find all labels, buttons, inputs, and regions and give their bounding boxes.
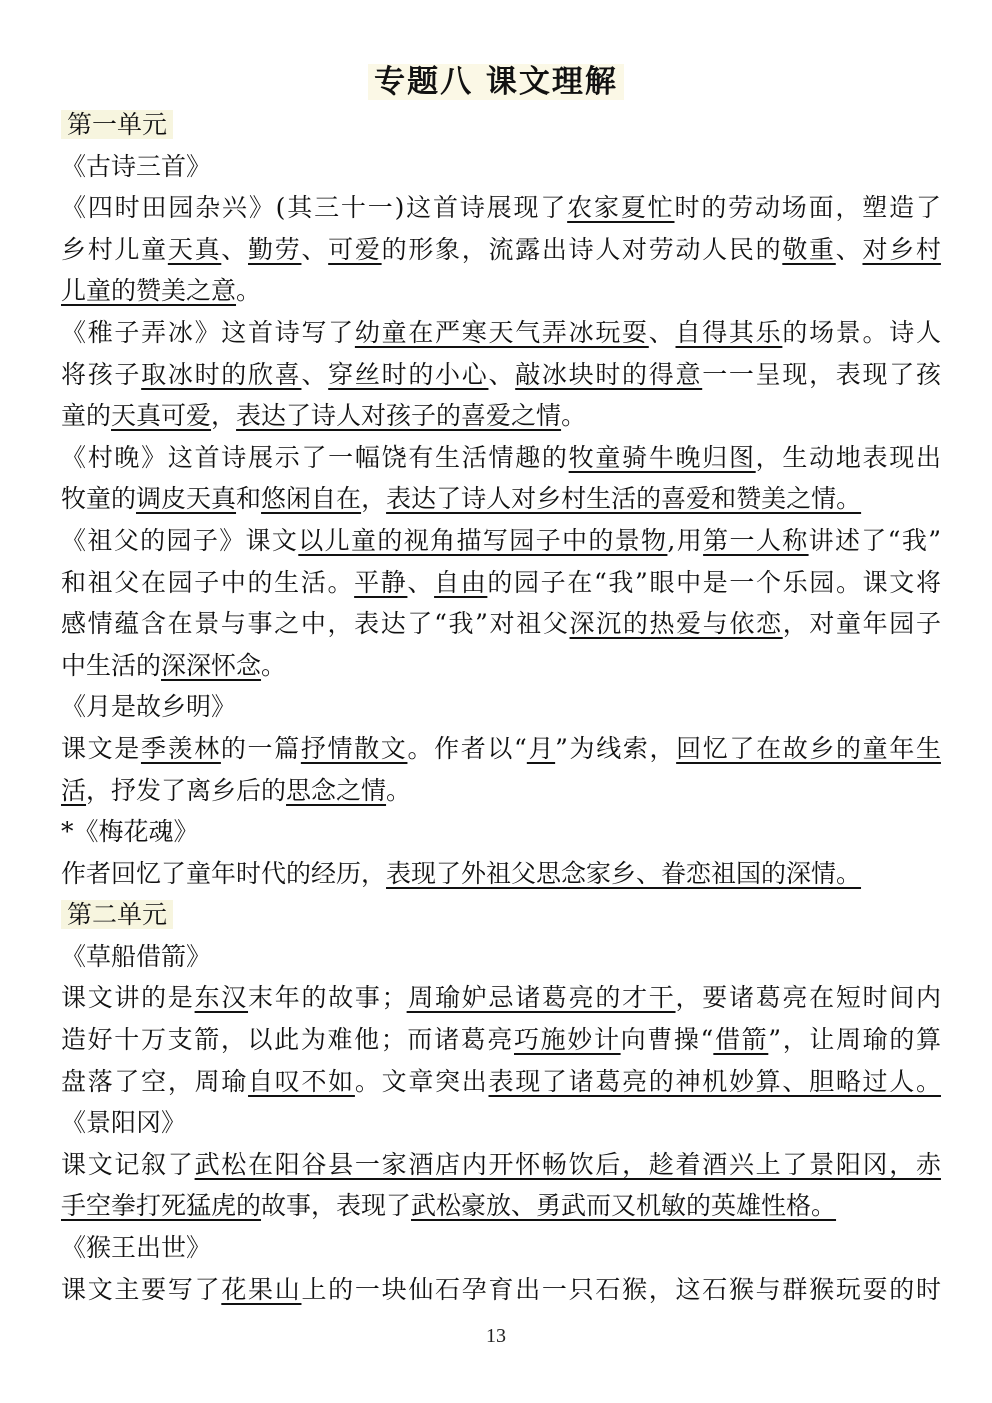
text-line [61, 312, 941, 354]
text-segment: 、 [835, 234, 863, 264]
text-line [61, 645, 941, 687]
underlined-phrase: 表达了诗人对孩子的喜爱之情 [236, 401, 562, 431]
text-segment: 《村晚》这首诗展示了一幅饶有生活情趣的 [61, 442, 569, 472]
underlined-phrase: 天真可爱 [111, 401, 212, 431]
underlined-phrase: 幼童在严寒天气弄冰玩耍 [354, 317, 649, 347]
text-segment: 《月是故乡明》 [61, 692, 237, 722]
underlined-phrase: 抒情散文 [300, 733, 408, 763]
text-segment: 课文主要写了 [61, 1274, 222, 1304]
text-segment: 牧童的 [61, 484, 137, 514]
page-title: 专题八 课文理解 [0, 60, 992, 104]
text-line [61, 770, 941, 812]
text-segment: 末年的故事； [248, 983, 407, 1013]
unit-heading [61, 104, 941, 146]
text-segment: 的园子在“我”眼中是一个乐园。课文将 [487, 567, 941, 597]
underlined-phrase: 自叹不如 [248, 1066, 355, 1096]
underlined-phrase: 天真 [167, 234, 222, 264]
text-segment: 课文是 [61, 733, 141, 763]
text-segment: ， [361, 484, 387, 514]
text-line [61, 146, 941, 188]
underlined-phrase: 手空拳打死猛虎的 [61, 1191, 262, 1221]
text-segment: 、 [648, 317, 676, 347]
text-line [61, 562, 941, 604]
text-line [61, 936, 941, 978]
text-segment: 课文讲的是 [61, 983, 195, 1013]
text-segment: 《景阳冈》 [61, 1108, 187, 1138]
text-line [61, 603, 941, 645]
underlined-phrase: 周瑜妒忌诸葛亮的才干 [406, 983, 676, 1013]
unit-heading-label [61, 900, 173, 929]
text-segment: 讲述了“我” [808, 525, 941, 555]
text-segment: 时的劳动场面，塑造了 [674, 193, 941, 223]
text-line [61, 1269, 941, 1311]
text-segment: ,用 [667, 525, 704, 555]
text-segment: 造好十万支箭，以此为难他；而诸葛亮 [61, 1025, 515, 1055]
text-line [61, 270, 941, 312]
underlined-phrase: 悠闲自在 [261, 484, 362, 514]
text-line [61, 1102, 941, 1144]
page-number: 13 [486, 1325, 506, 1347]
underlined-phrase: 表现了诸葛亮的神机妙算、胆略过人。 [488, 1066, 941, 1096]
underlined-phrase: 花果山 [221, 1274, 302, 1304]
text-segment: 乡村儿童 [61, 234, 168, 264]
underlined-phrase: 活 [61, 775, 87, 805]
text-segment: ，抒发了离乡后的 [86, 775, 287, 805]
text-segment: 。 [561, 401, 587, 431]
text-line [61, 520, 941, 562]
underlined-phrase: 季羡林 [140, 733, 221, 763]
text-segment: 课文记叙了 [61, 1149, 195, 1179]
text-segment: 的形象，流露出诗人对劳动人民的 [381, 234, 783, 264]
text-line [61, 354, 941, 396]
text-segment: 《猴王出世》 [61, 1233, 212, 1263]
text-segment: 和祖父在园子中的生活。 [61, 567, 355, 597]
underlined-phrase: 第一人称 [703, 525, 809, 555]
text-segment: 故事，表现了 [261, 1191, 412, 1221]
underlined-phrase: 可爱 [328, 234, 382, 264]
underlined-phrase: 深沉的热爱与依恋 [569, 609, 783, 639]
text-line [61, 1019, 941, 1061]
text-segment: 、 [221, 234, 249, 264]
underlined-phrase: 牧童骑牛晚归图 [568, 442, 756, 472]
underlined-phrase: 武松豪放、勇武而又机敏的英雄性格。 [411, 1191, 837, 1221]
text-segment: 。 [236, 276, 262, 306]
text-segment: 。 [261, 650, 287, 680]
text-segment: 、 [407, 567, 435, 597]
underlined-phrase: 表达了诗人对乡村生活的喜爱和赞美之情。 [386, 484, 862, 514]
text-segment: 、 [488, 359, 516, 389]
text-segment: 、 [301, 359, 329, 389]
text-line [61, 686, 941, 728]
text-line [61, 1185, 941, 1227]
text-segment: ”，让周瑜的算 [768, 1025, 941, 1055]
text-segment: 第一单元 [64, 110, 170, 139]
underlined-phrase: 东汉 [194, 983, 249, 1013]
underlined-phrase: 巧施妙计 [514, 1025, 621, 1055]
text-line [61, 478, 941, 520]
text-segment: 的场景。诗人 [782, 317, 941, 347]
text-segment: 、 [301, 234, 329, 264]
text-segment: 《稚子弄冰》这首诗写了 [61, 317, 355, 347]
text-line [61, 187, 941, 229]
text-line [61, 728, 941, 770]
text-segment: 一一呈现，表现了孩 [702, 359, 941, 389]
text-segment: *《梅花魂》 [61, 817, 199, 847]
text-segment: 《祖父的园子》课文 [61, 525, 299, 555]
underlined-phrase: 敲冰块时的得意 [515, 359, 703, 389]
text-segment: 上的一块仙石孕育出一只石猴，这石猴与群猴玩耍的时 [301, 1274, 941, 1304]
text-line [61, 395, 941, 437]
underlined-phrase: 儿童的赞美之意 [61, 276, 237, 306]
text-line [61, 1144, 941, 1186]
text-segment: 第二单元 [64, 900, 170, 929]
underlined-phrase: 平静 [354, 567, 408, 597]
text-segment: 作者回忆了童年时代的经历， [61, 858, 387, 888]
underlined-phrase: 自得其乐 [675, 317, 783, 347]
unit-heading-label [61, 110, 173, 139]
text-segment: 向曹操“ [620, 1025, 714, 1055]
text-segment: 的一篇 [220, 733, 301, 763]
underlined-phrase: 回忆了在故乡的童年生 [676, 733, 941, 763]
text-line [61, 229, 941, 271]
text-line [61, 811, 941, 853]
unit-heading [61, 894, 941, 936]
text-line [61, 977, 941, 1019]
text-segment: 将孩子 [61, 359, 142, 389]
underlined-phrase: 武松在阳谷县一家酒店内开怀畅饮后，趁着酒兴上了景阳冈，赤 [194, 1149, 941, 1179]
text-segment: ，对童年园子 [782, 609, 941, 639]
underlined-phrase: 深深怀念 [161, 650, 262, 680]
text-segment: ，要诸葛亮在短时间内 [675, 983, 941, 1013]
underlined-phrase: 取冰时的欣喜 [141, 359, 302, 389]
underlined-phrase: 借箭 [713, 1025, 769, 1055]
text-segment: 感情蕴含在景与事之中，表达了“我”对祖父 [61, 609, 570, 639]
underlined-phrase: 对乡村 [862, 234, 941, 264]
underlined-phrase: 勤劳 [248, 234, 302, 264]
text-segment: 。 [386, 775, 412, 805]
text-segment: ”为线索， [555, 733, 677, 763]
text-segment: ，生动地表现出 [755, 442, 941, 472]
text-segment: 《古诗三首》 [61, 151, 212, 181]
text-segment: 。文章突出 [354, 1066, 489, 1096]
text-segment: 童的 [61, 401, 112, 431]
text-line [61, 437, 941, 479]
text-line [61, 853, 941, 895]
text-segment: 中生活的 [61, 650, 162, 680]
text-segment: ， [211, 401, 237, 431]
text-line [61, 1227, 941, 1269]
underlined-phrase: 自由 [434, 567, 488, 597]
document-body [61, 104, 941, 1310]
underlined-phrase: 以儿童的视角描写园子中的景物 [298, 525, 668, 555]
text-segment: 《草船借箭》 [61, 941, 212, 971]
underlined-phrase: 农家夏忙 [567, 193, 675, 223]
underlined-phrase: 调皮天真 [136, 484, 237, 514]
text-segment: 。作者以“ [407, 733, 527, 763]
underlined-phrase: 敬重 [782, 234, 836, 264]
text-segment: 《四时田园杂兴》(其三十一)这首诗展现了 [61, 193, 568, 223]
text-segment: 和 [236, 484, 262, 514]
underlined-phrase: 表现了外祖父思念家乡、眷恋祖国的深情。 [386, 858, 862, 888]
text-segment: 盘落了空，周瑜 [61, 1066, 249, 1096]
underlined-phrase: 月 [526, 733, 556, 763]
underlined-phrase: 穿丝时的小心 [328, 359, 489, 389]
text-line [61, 1061, 941, 1103]
underlined-phrase: 思念之情 [286, 775, 387, 805]
